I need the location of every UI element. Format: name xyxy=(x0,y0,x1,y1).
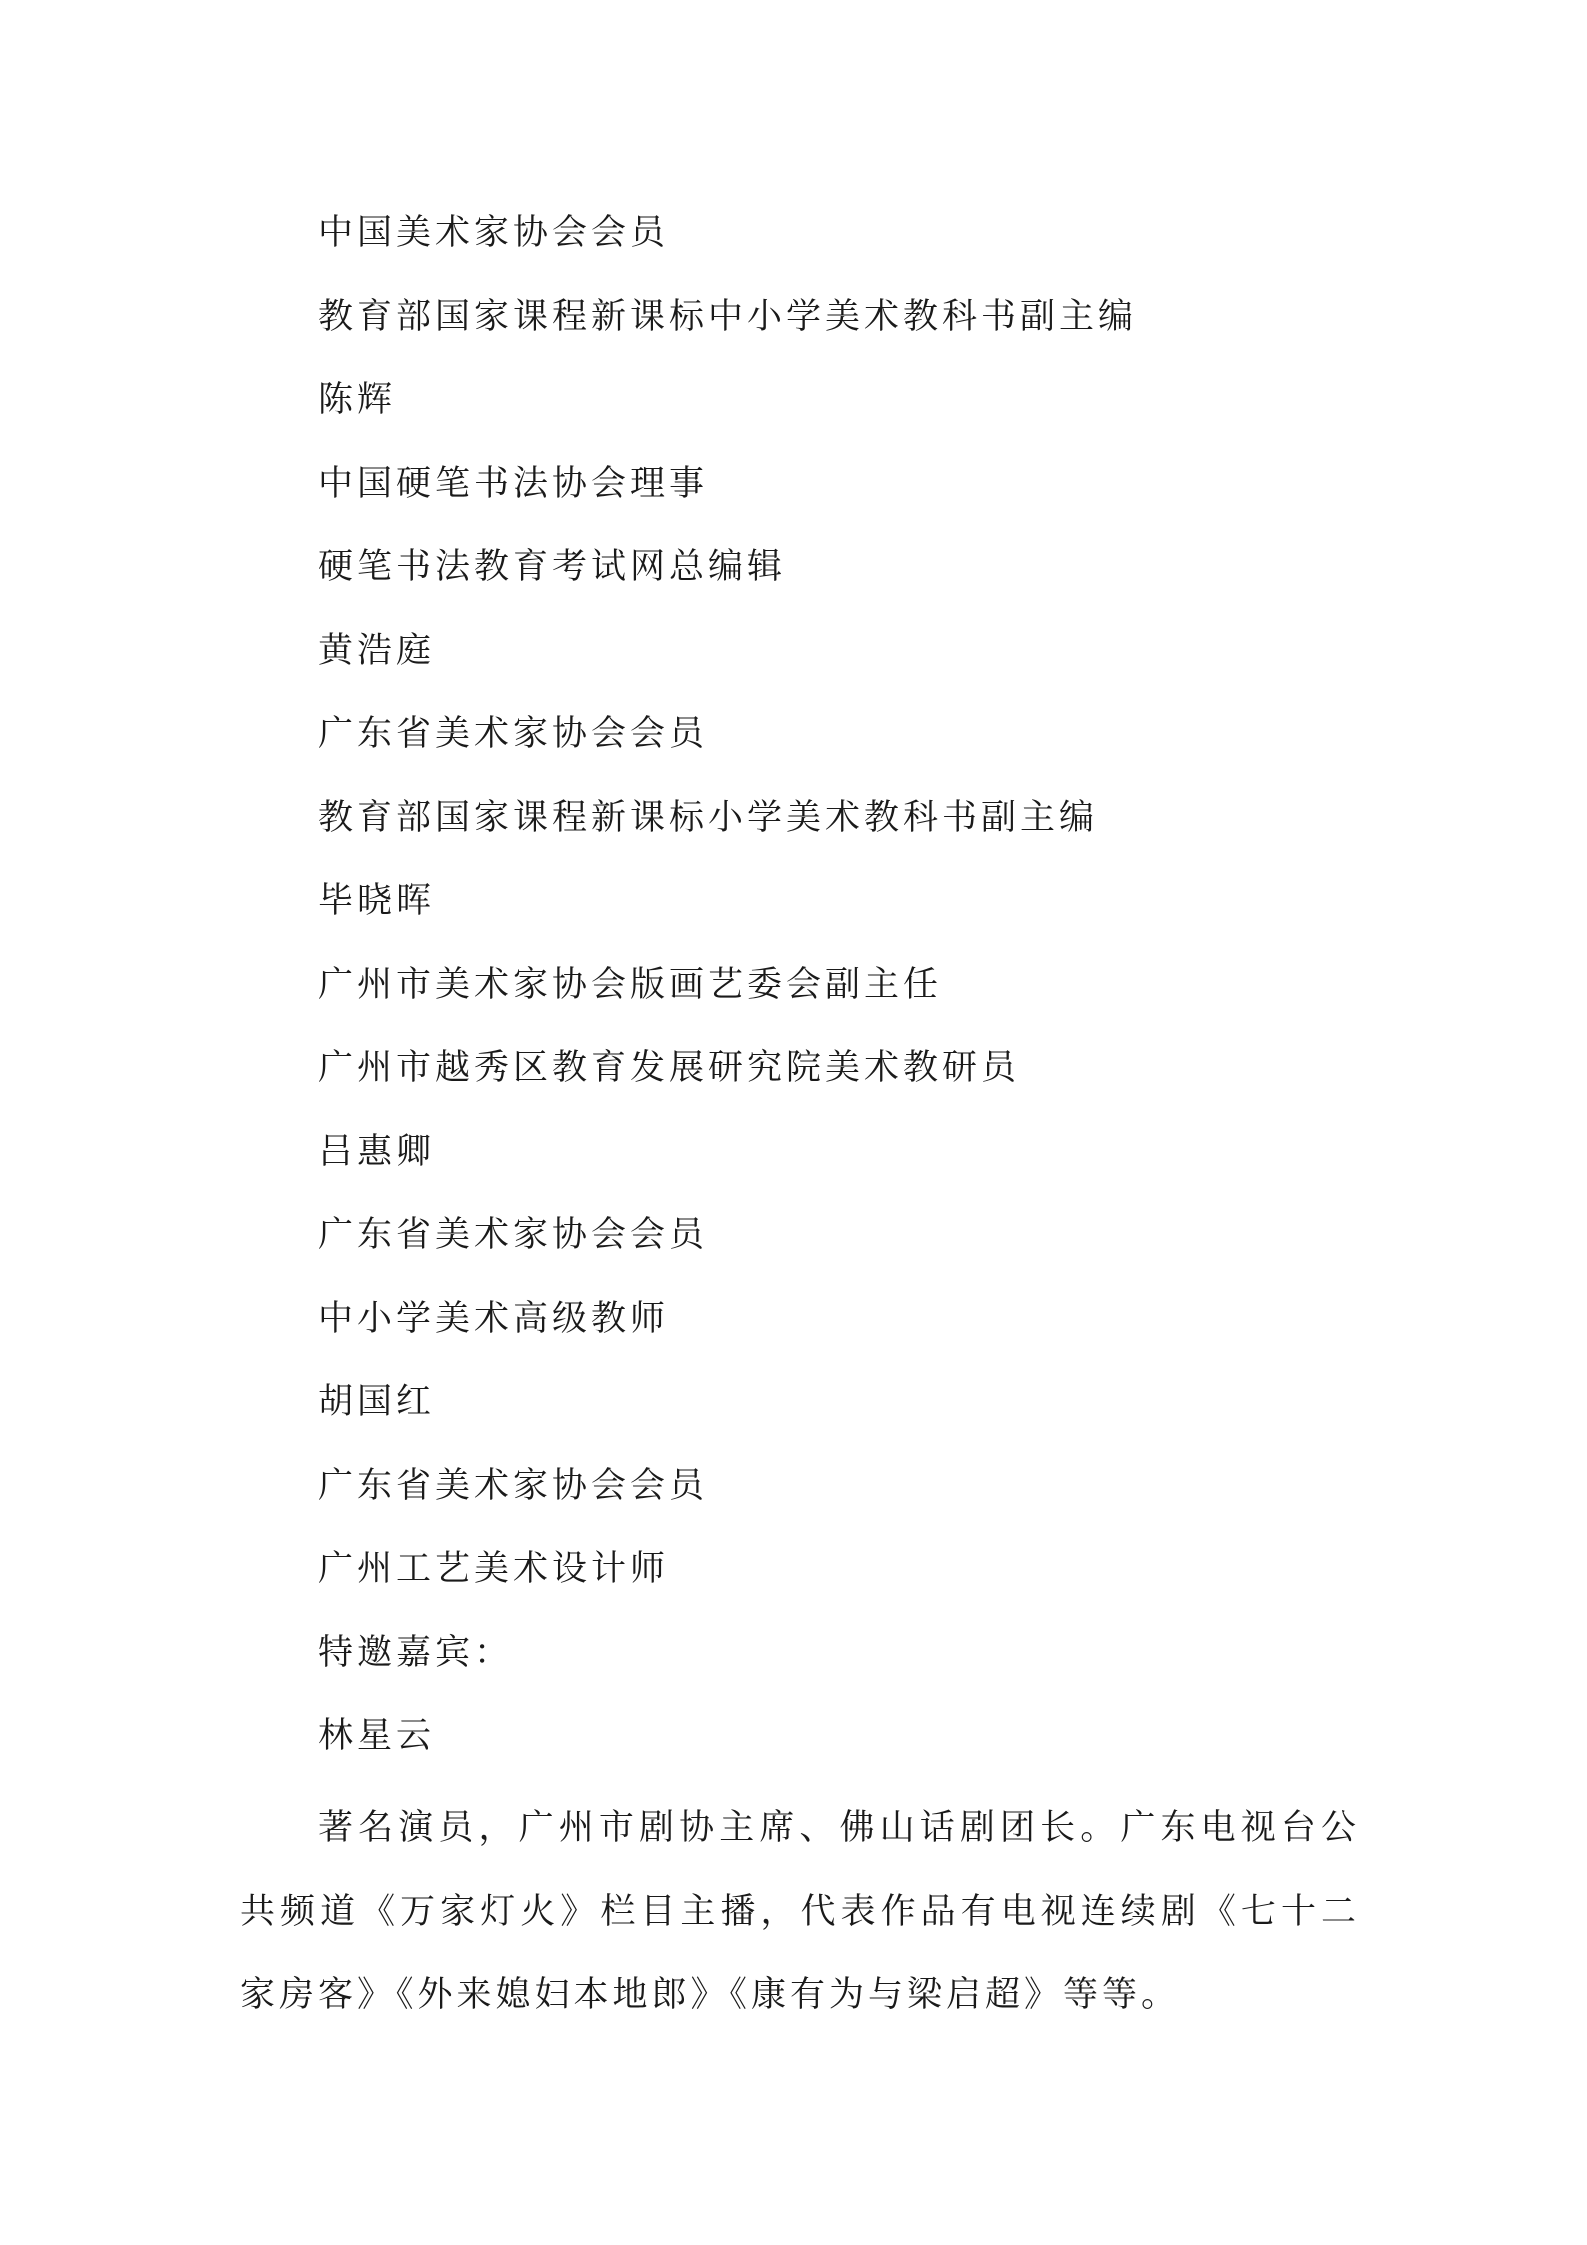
person-name: 毕晓晖 xyxy=(318,881,436,921)
text-line: 广州市越秀区教育发展研究院美术教研员 xyxy=(318,1048,1021,1088)
person-name: 胡国红 xyxy=(318,1382,436,1422)
text-line: 硬笔书法教育考试网总编辑 xyxy=(318,547,787,587)
text-line: 广东省美术家协会会员 xyxy=(318,714,709,754)
person-name: 林星云 xyxy=(318,1716,436,1756)
text-line: 中小学美术高级教师 xyxy=(318,1298,670,1339)
text-line: 中国硬笔书法协会理事 xyxy=(318,463,709,504)
section-heading: 特邀嘉宾： xyxy=(318,1632,514,1673)
person-name: 吕惠卿 xyxy=(318,1131,436,1172)
name-title-list xyxy=(318,205,1137,1792)
text-line: 广东省美术家协会会员 xyxy=(318,1215,709,1255)
text-line: 广州工艺美术设计师 xyxy=(318,1549,670,1589)
text-line: 教育部国家课程新课标中小学美术教科书副主编 xyxy=(318,296,1138,337)
guest-bio-paragraph: 著名演员，广州市剧协主席、佛山话剧团长。广东电视台公共频道《万家灯火》栏目主播，代表作品有电视连续剧《七十二家房客》《外来媳妇本地郎》《康有为与梁启超》等等。 xyxy=(240,1808,1360,2015)
text-line: 中国美术家协会会员 xyxy=(318,213,670,253)
text-line: 教育部国家课程新课标小学美术教科书副主编 xyxy=(318,797,1099,838)
text-line: 广东省美术家协会会员 xyxy=(318,1465,709,1506)
person-name: 陈辉 xyxy=(318,380,397,420)
text-line: 广州市美术家协会版画艺委会副主任 xyxy=(318,964,943,1005)
person-name: 黄浩庭 xyxy=(318,630,436,671)
